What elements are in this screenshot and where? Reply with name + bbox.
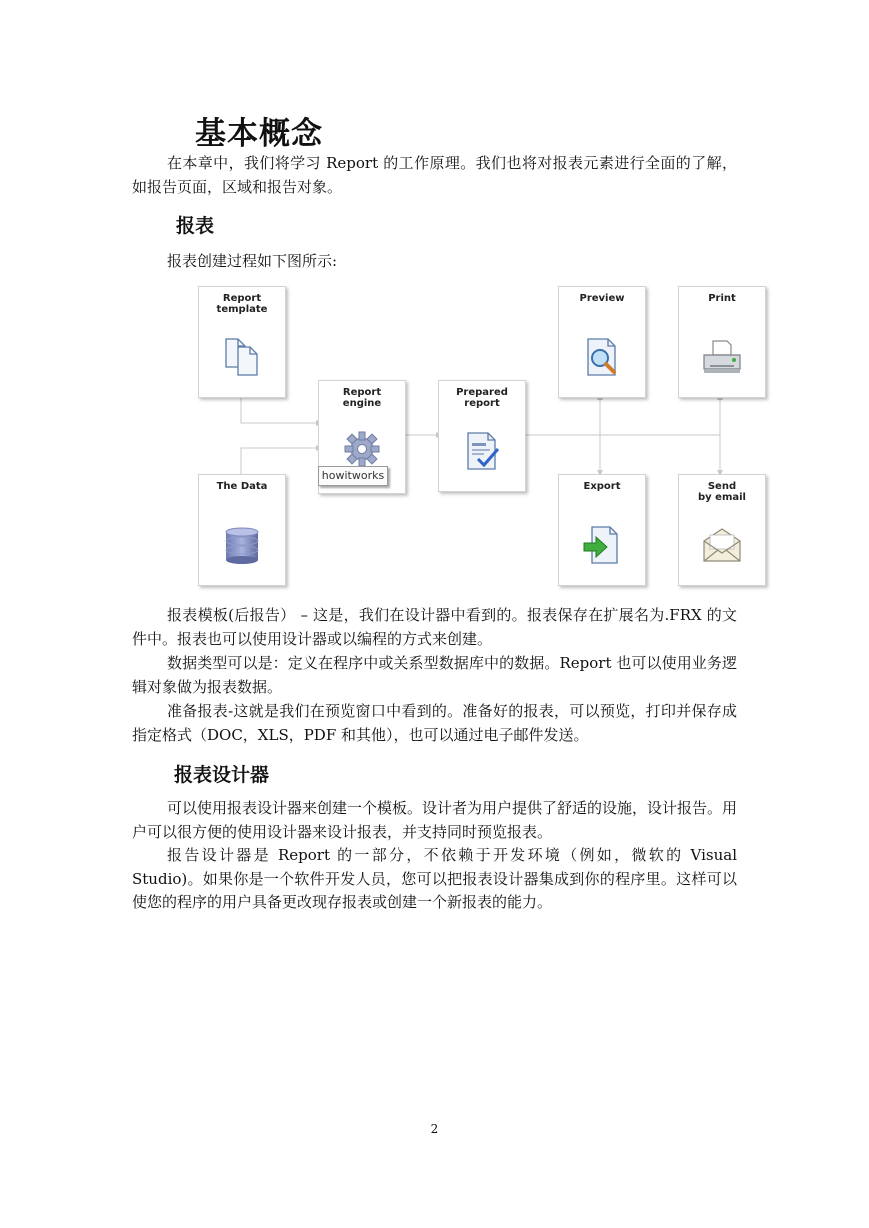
howitworks-badge: howitworks [318,466,388,486]
card-label: Prepared report [456,387,508,409]
page-number: 2 [430,1122,439,1136]
card-label: Report template [216,293,268,315]
card-prepared-report [438,380,526,492]
printer-icon [700,335,744,379]
section-heading-report: 报表 [176,215,215,237]
intro-paragraph: 在本章中，我们将学习 Report 的工作原理。我们也将对报表元素进行全面的了解，如报告页面，区域和报告对象。 [132,154,737,196]
diagram-caption: 报表创建过程如下图所示: [167,252,338,270]
card-label: Report engine [342,387,382,409]
documents-icon [220,335,264,379]
database-icon [220,523,264,567]
paragraph-designer-2: 报告设计器是 Report 的一部分，不依赖于开发环境（例如，微软的 Visual Studio)。如果你是一个软件开发人员，您可以把报表设计器集成到你的程序里。这样可以使您的程序的用户具备更改现存报表或创建一个新报表的能力。 [132,846,737,911]
paragraph-data: 数据类型可以是：定义在程序中或关系型数据库中的数据。Report 也可以使用业务逻辑对象做为报表数据。 [132,654,737,696]
card-print [678,286,766,398]
paragraph-template: 报表模板(后报告） – 这是，我们在设计器中看到的。报表保存在扩展名为.FRX 的文件中。报表也可以使用设计器或以编程的方式来创建。 [132,606,737,648]
card-the-data [198,474,286,586]
card-label: Send by email [698,481,746,503]
magnifier-document-icon [580,335,624,379]
card-export [558,474,646,586]
card-preview [558,286,646,398]
page-title: 基本概念 [195,116,323,152]
prepared-report-icon [460,429,504,473]
paragraph-prepared: 准备报表-这就是我们在预览窗口中看到的。准备好的报表，可以预览，打印并保存成指定格式（DOC，XLS，PDF 和其他），也可以通过电子邮件发送。 [132,702,737,744]
card-label: The Data [216,481,268,492]
export-icon [580,523,624,567]
gear-icon [340,427,384,471]
section-heading-designer: 报表设计器 [174,764,270,786]
envelope-icon [700,523,744,567]
card-send-by-email [678,474,766,586]
paragraph-designer-1: 可以使用报表设计器来创建一个模板。设计者为用户提供了舒适的设施，设计报告。用户可以很方便的使用设计器来设计报表，并支持同时预览报表。 [132,799,738,841]
card-label: Export [583,481,621,492]
card-report-template [198,286,286,398]
card-label: Print [708,293,736,304]
report-process-diagram [196,284,770,590]
card-label: Preview [579,293,625,304]
